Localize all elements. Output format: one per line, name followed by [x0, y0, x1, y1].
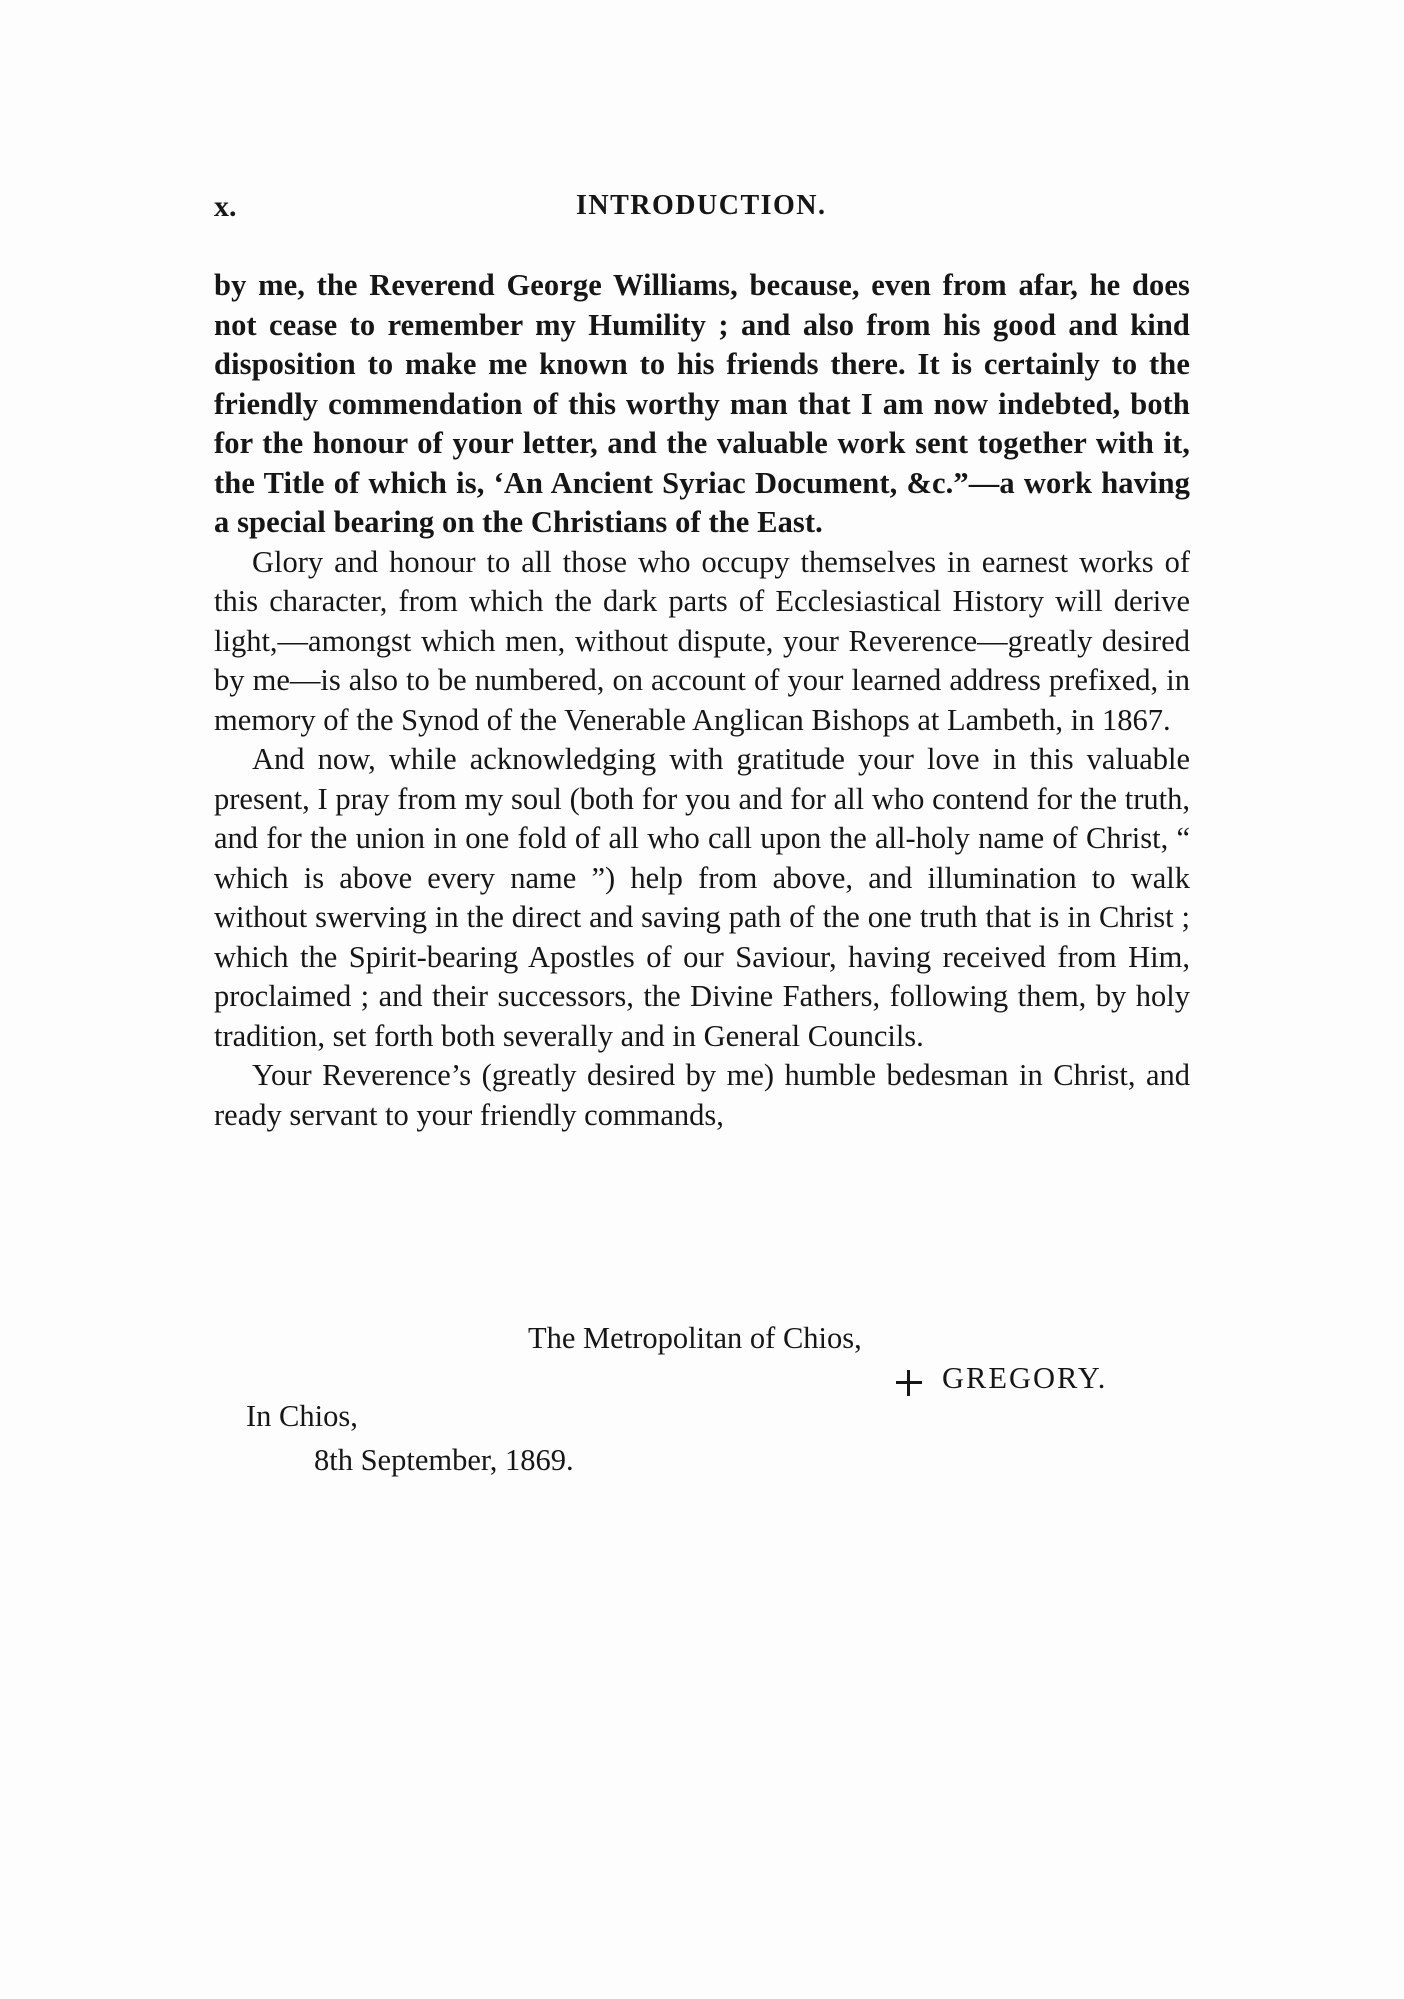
dateline-date: 8th September, 1869.	[314, 1443, 574, 1477]
signature-office: The Metropolitan of Chios,	[528, 1321, 862, 1355]
paragraph-4: Your Reverence’s (greatly desired by me) humble bedesman in Christ, and ready servant to your friendly commands,	[214, 1058, 1190, 1132]
paragraph-2: Glory and honour to all those who occupy themselves in earnest works of this character, from which the dark parts of Ecclesiastical History will derive light,—amongst which men, without dispute, your Reverence—greatly desired by me—is also to be numbered, on account of your learned address prefixed, in memory of the Synod of the Venerable Anglican Bishops at Lambeth, in 1867.	[214, 544, 1190, 737]
page-number: x.	[214, 190, 237, 223]
paragraph-3: And now, while acknowledging with gratitude your love in this valuable present, I pray from my soul (both for you and for all who contend for the truth, and for the union in one fold of all who call upon the all-holy name of Christ, “ which is above every name ”) help from above, and illumination to walk without swerving in the direct and saving path of the one truth that is in Christ ; which the Spirit-bearing Apostles of our Saviour, having received from Him, proclaimed ; and their successors, the Divine Fathers, following them, by holy tradition, set forth both severally and in General Councils.	[214, 742, 1190, 1053]
signatory-name: GREGORY.	[942, 1361, 1108, 1395]
paragraph-1: by me, the Reverend George Williams, because, even from afar, he does not cease to remember my Humility ; and also from his good and kind disposition to make me known to his friends there. It is certainly to the friendly commendation of this worthy man that I am now indebted, both for the honour of your letter, and the valuable work sent together with it, the Title of which is, ‘An Ancient Syriac Document, &c.”—a work having a special bearing on the Christians of the East.	[214, 268, 1190, 539]
dateline-place: In Chios,	[246, 1399, 358, 1433]
signature-line	[896, 1358, 1107, 1398]
page-header	[214, 190, 1194, 230]
cross-icon	[896, 1370, 922, 1396]
letter-body	[214, 266, 1190, 1135]
running-title: INTRODUCTION.	[576, 190, 827, 221]
